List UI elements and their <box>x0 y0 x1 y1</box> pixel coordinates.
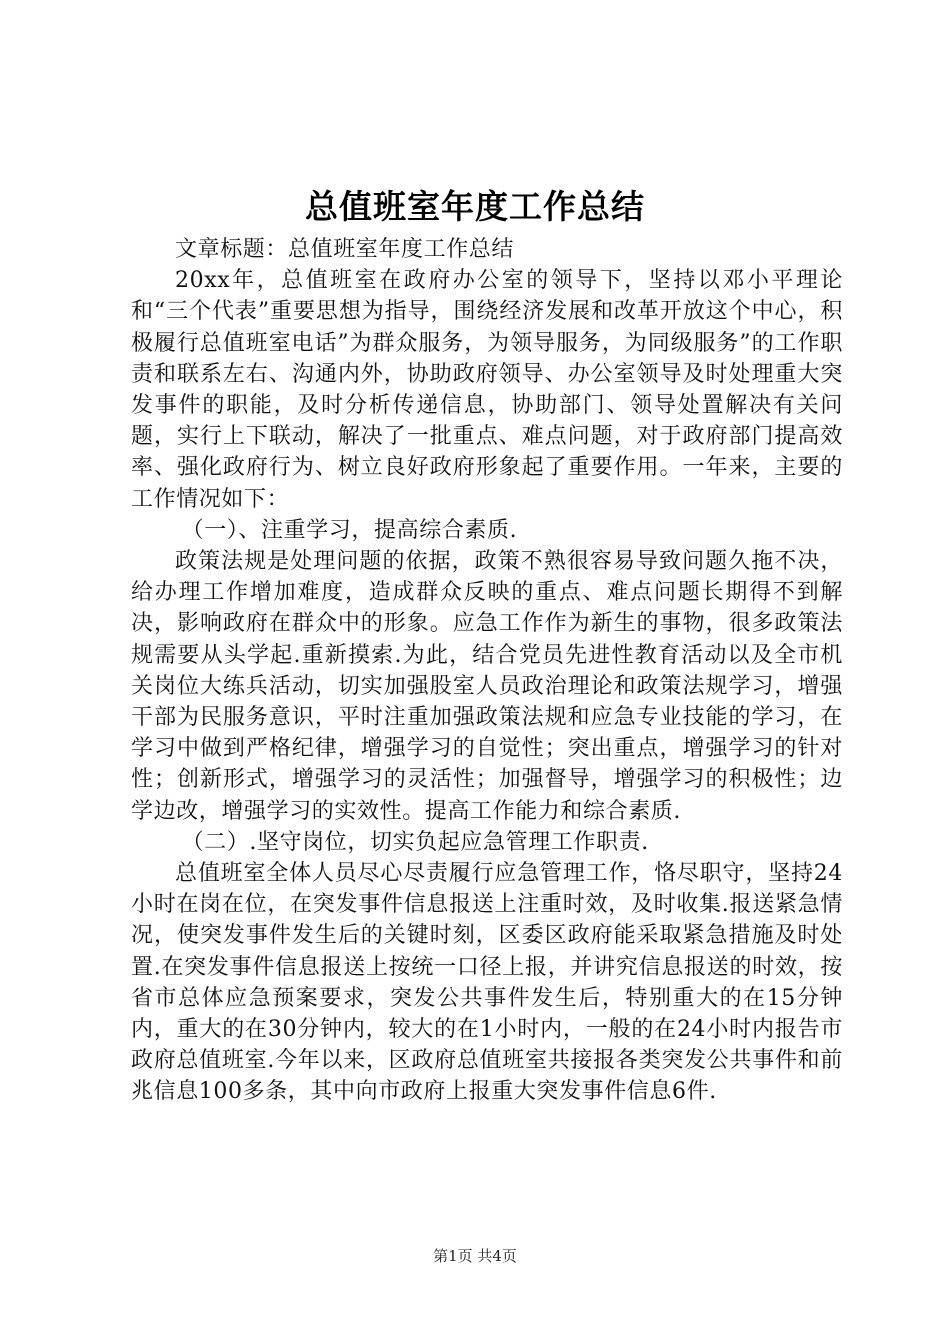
intro-paragraph: 20xx年，总值班室在政府办公室的领导下，坚持以邓小平理论和“三个代表”重要思想为指导，围绕经济发展和改革开放这个中心，积极履行总值班室电话”为群众服务，为领导服务，为同级服务”的工作职责和联系左右、沟通内外，协助政府领导、办公室领导及时处理重大突发事件的职能，及时分析传递信息，协助部门、领导处置解决有关问题，实行上下联动，解决了一批重点、难点问题，对于政府部门提高效率、强化政府行为、树立良好政府形象起了重要作用。一年来，主要的工作情况如下： <box>131 268 843 512</box>
section-heading-1: （一）、注重学习，提高综合素质. <box>181 517 518 543</box>
section-heading-2: （二）.坚守岗位，切实负起应急管理工作职责. <box>181 829 649 855</box>
document-title: 总值班室年度工作总结 <box>305 187 645 226</box>
page-number-footer: 第1页 共4页 <box>433 1247 517 1265</box>
section-paragraph-2: 总值班室全体人员尽心尽责履行应急管理工作，恪尽职守，坚持24小时在岗在位，在突发事件信息报送上注重时效，及时收集.报送紧急情况，使突发事件发生后的关键时刻，区委区政府能采取紧急措施及时处置.在突发事件信息报送上按统一口径上报，并讲究信息报送的时效，按省市总体应急预案要求，突发公共事件发生后，特别重大的在15分钟内，重大的在30分钟内，较大的在1小时内，一般的在24小时内报告市政府总值班室.今年以来，区政府总值班室共接报各类突发公共事件和前兆信息100多条，其中向市政府上报重大突发事件信息6件. <box>131 861 843 1105</box>
document-body <box>131 234 843 1108</box>
article-title-line: 文章标题：总值班室年度工作总结 <box>175 237 515 262</box>
section-paragraph-1: 政策法规是处理问题的依据，政策不熟很容易导致问题久拖不决，给办理工作增加难度，造成群众反映的重点、难点问题长期得不到解决，影响政府在群众中的形象。应急工作作为新生的事物，很多政策法规需要从头学起.重新摸索.为此，结合党员先进性教育活动以及全市机关岗位大练兵活动，切实加强股室人员政治理论和政策法规学习，增强干部为民服务意识，平时注重加强政策法规和应急专业技能的学习，在学习中做到严格纪律，增强学习的自觉性；突出重点，增强学习的针对性；创新形式，增强学习的灵活性；加强督导，增强学习的积极性；边学边改，增强学习的实效性。提高工作能力和综合素质. <box>131 549 843 824</box>
